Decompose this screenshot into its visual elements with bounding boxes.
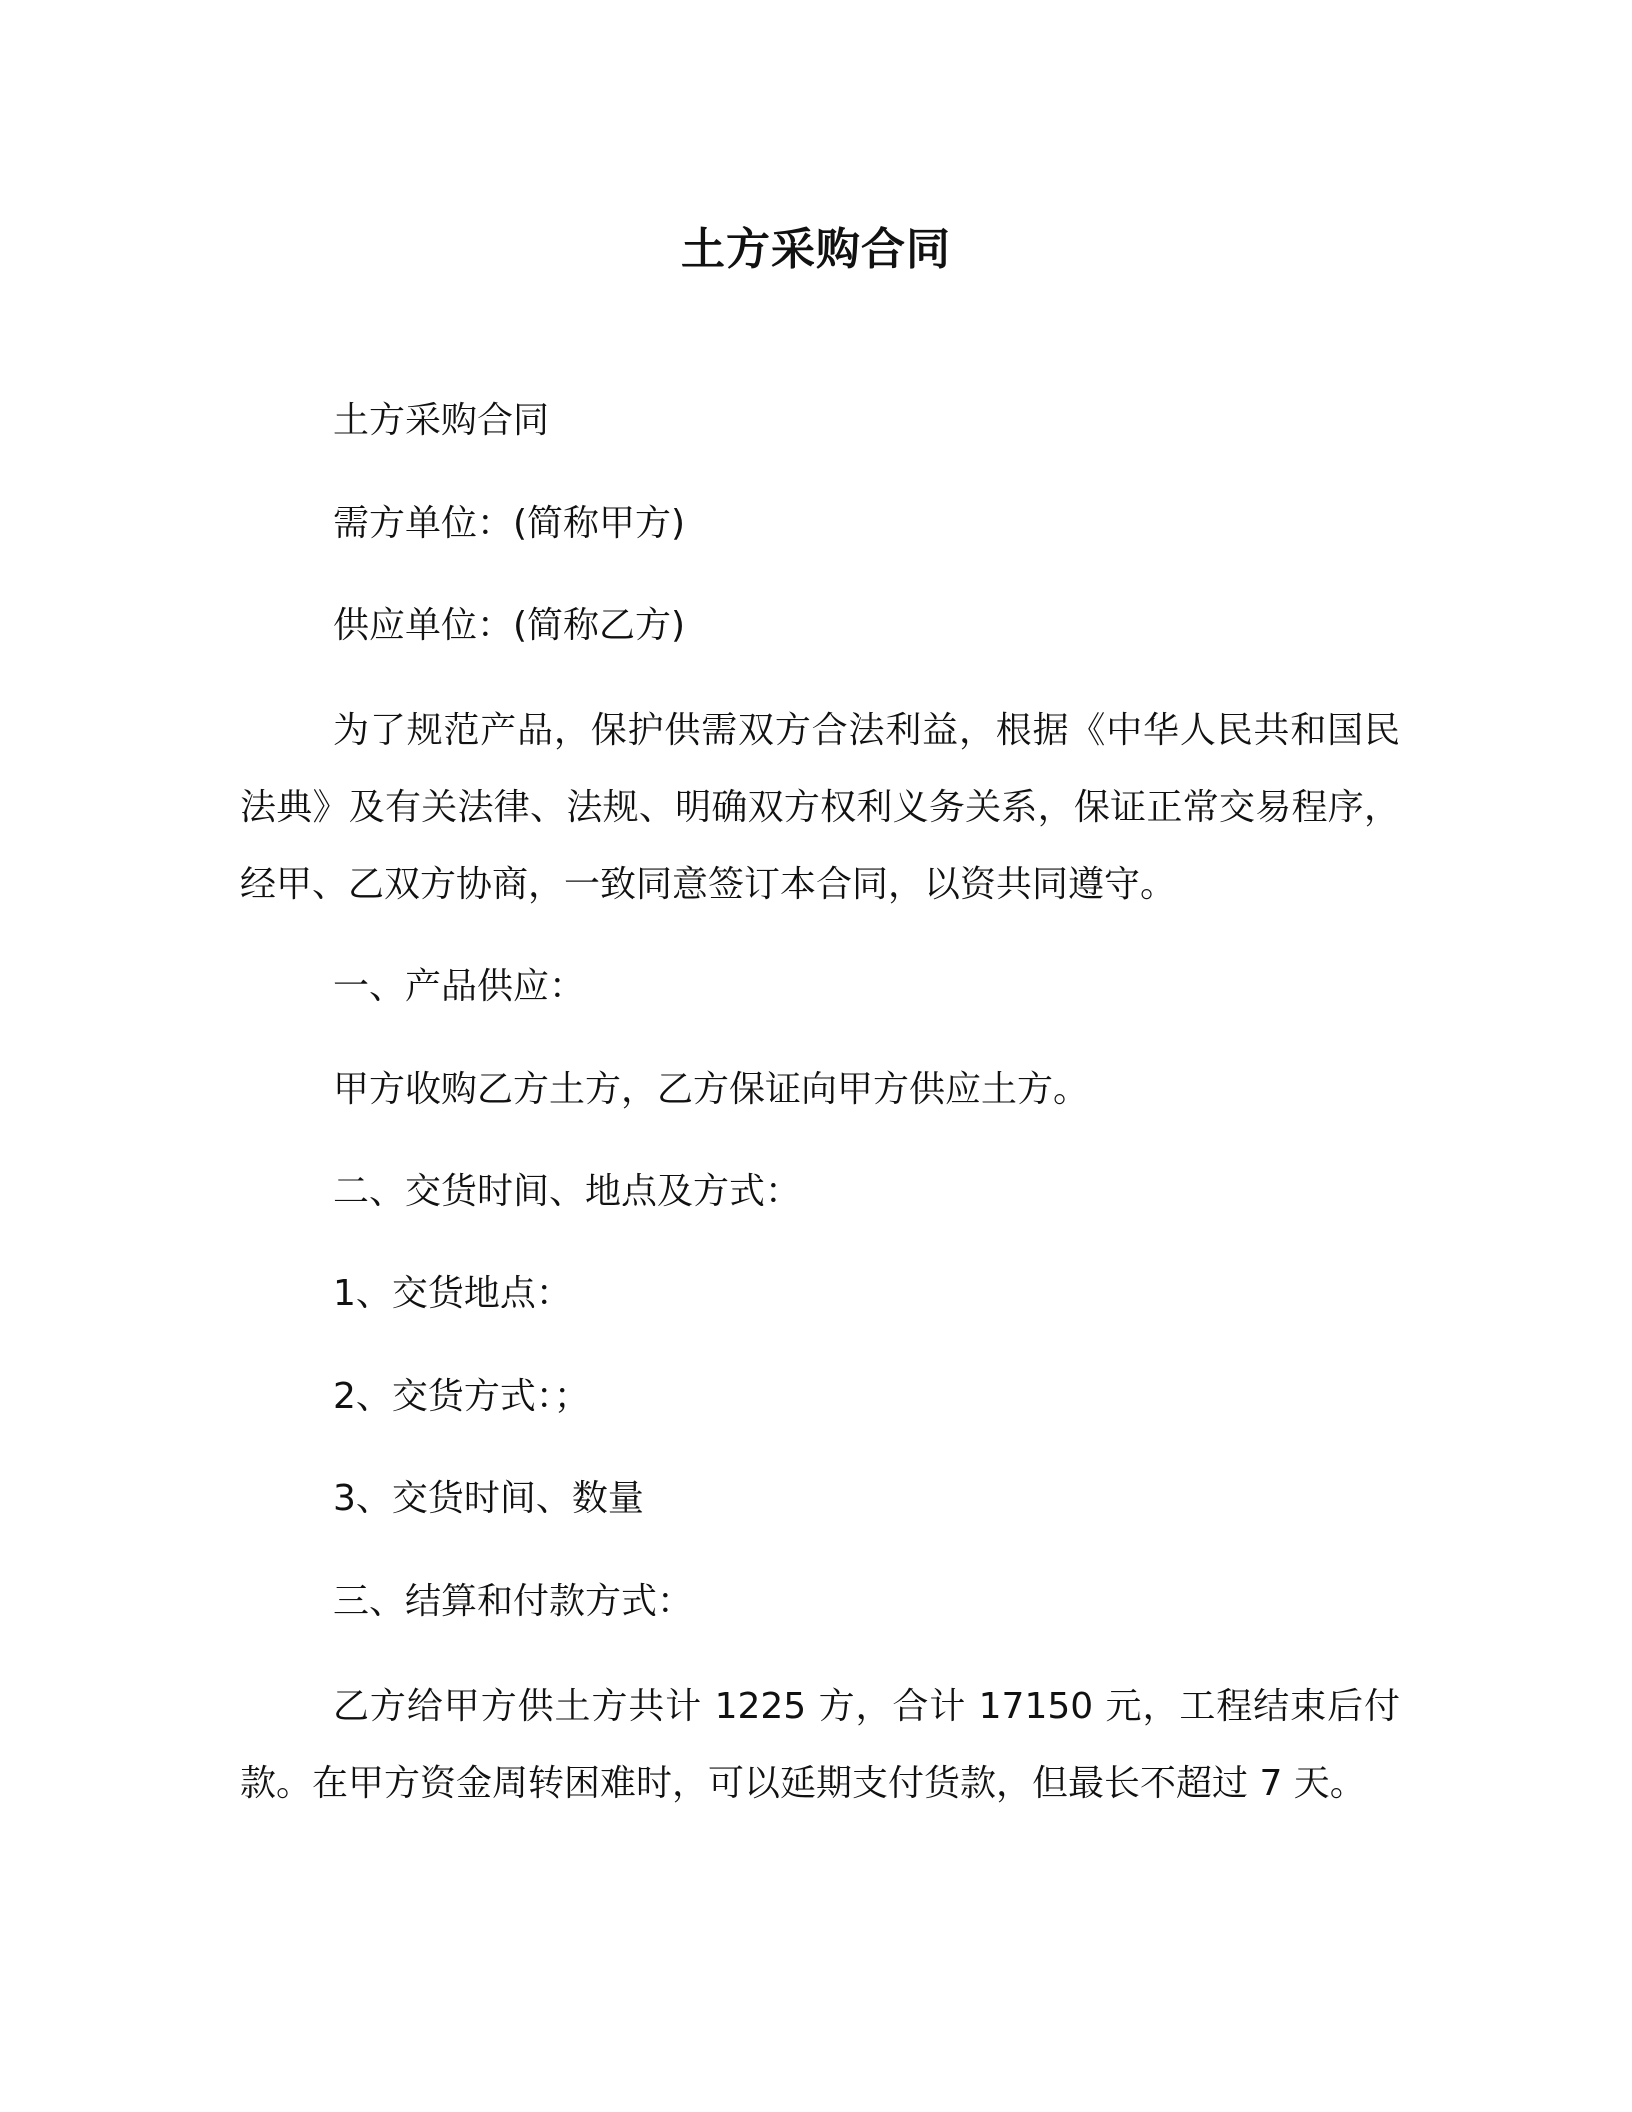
party-a-line: 需方单位：(简称甲方) <box>333 503 686 544</box>
preamble-paragraph: 为了规范产品，保护供需双方合法利益，根据《中华人民共和国民法典》及有关法律、法规、明确双方权利义务关系，保证正常交易程序，经甲、乙双方协商，一致同意签订本合同，以资共同遵守。 <box>240 710 1400 905</box>
section1-heading: 一、产品供应： <box>333 966 586 1007</box>
document-title: 土方采购合同 <box>681 224 951 275</box>
section3-heading: 三、结算和付款方式： <box>333 1581 694 1622</box>
section1-body: 甲方收购乙方土方，乙方保证向甲方供应土方。 <box>333 1069 1090 1110</box>
section2-item-time-quantity: 3、交货时间、数量 <box>333 1478 644 1519</box>
section2-item-location: 1、交货地点： <box>333 1273 572 1314</box>
party-b-line: 供应单位：(简称乙方) <box>333 605 686 646</box>
contract-subtitle: 土方采购合同 <box>333 400 550 441</box>
section2-heading: 二、交货时间、地点及方式： <box>333 1171 802 1212</box>
section2-item-method: 2、交货方式：； <box>333 1376 590 1417</box>
section3-body: 乙方给甲方供土方共计 1225 方，合计 17150 元，工程结束后付款。在甲方资金周转困难时，可以延期支付货款，但最长不超过 7 天。 <box>240 1686 1400 1804</box>
